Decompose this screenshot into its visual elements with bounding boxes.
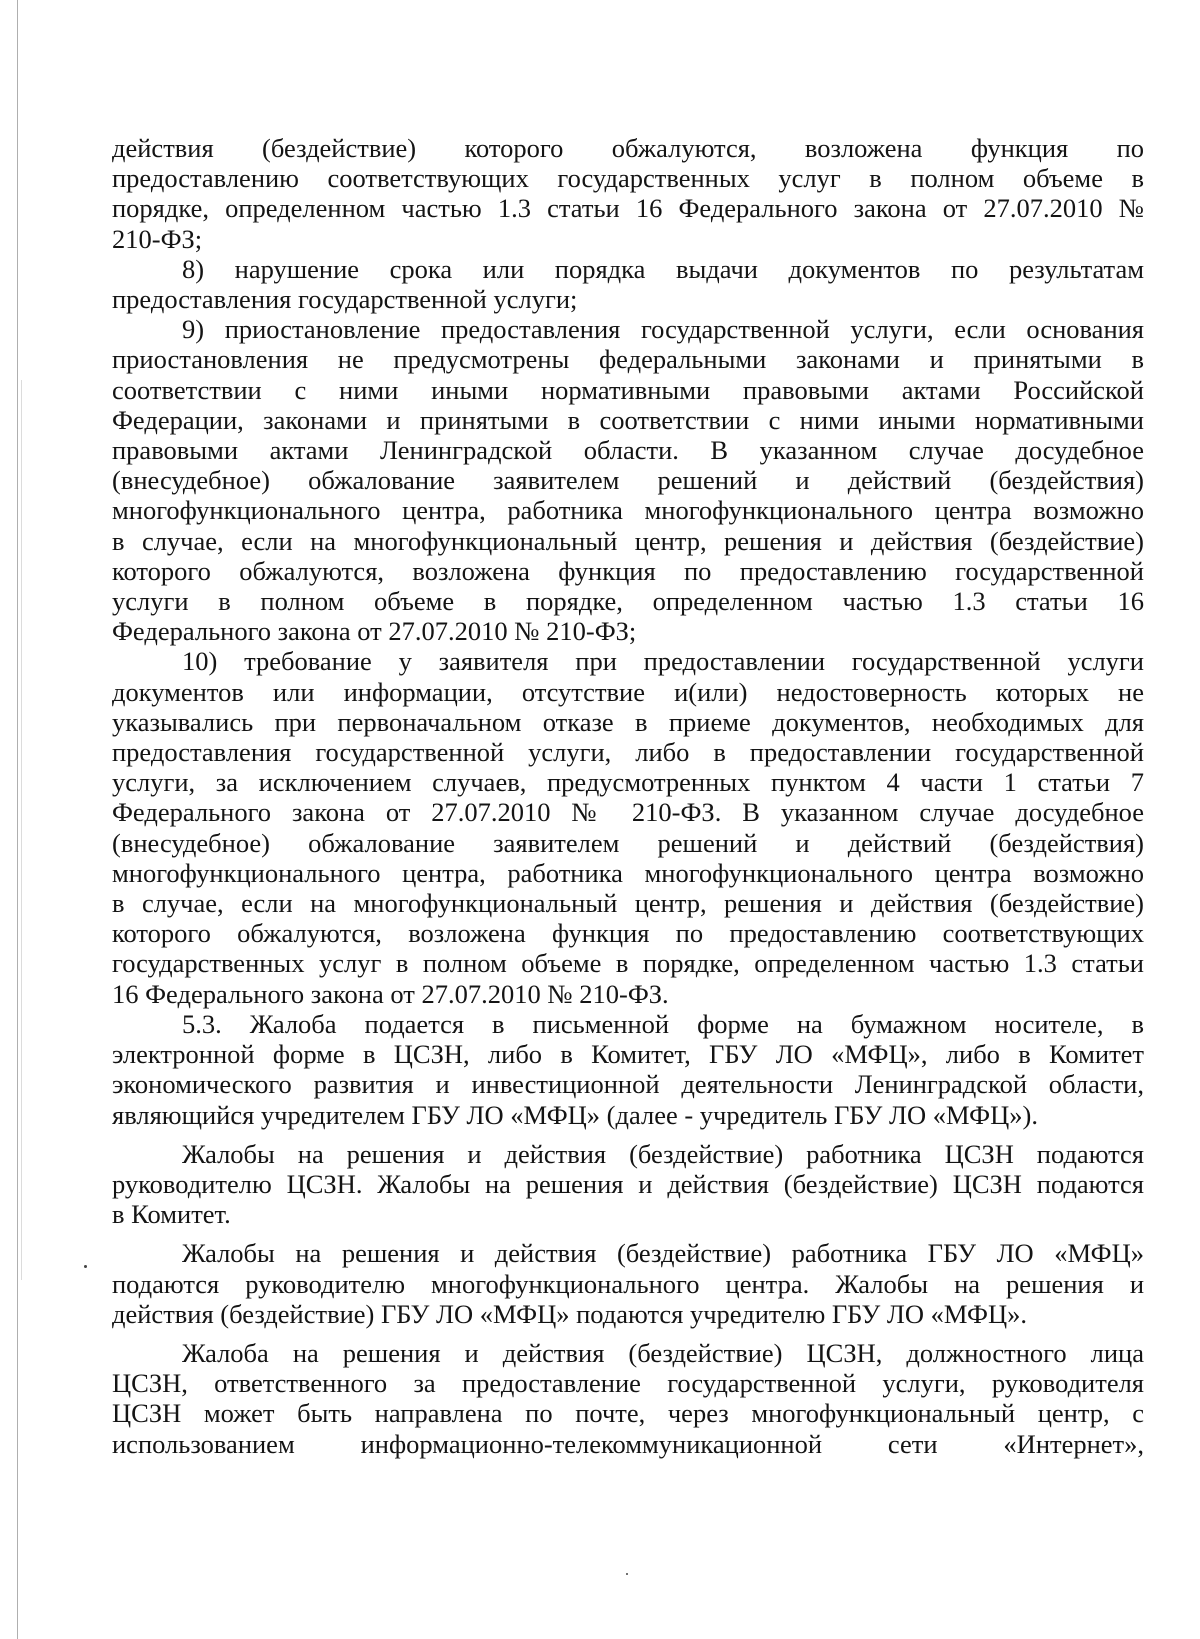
text-line: являющийся учредителем ГБУ ЛО «МФЦ» (далее - учредитель ГБУ ЛО «МФЦ»). [112, 1099, 1038, 1130]
text-line: государственных услуг в полном объеме в порядке, определенном частью 1.3 статьи [112, 948, 1144, 979]
text-line: которого обжалуются, возложена функция по предоставлению соответствующих [112, 918, 1144, 949]
paragraph-p7 [112, 1238, 1144, 1329]
paragraph-p8 [112, 1338, 1144, 1459]
text-line: ЦСЗН может быть направлена по почте, через многофункциональный центр, с [112, 1398, 1144, 1429]
scan-speck [84, 1265, 87, 1268]
scan-speck [626, 1573, 628, 1575]
paragraph-p1 [112, 133, 1144, 254]
text-line: Федерального закона от 27.07.2010 № 210-ФЗ. В указанном случае досудебное [112, 797, 1144, 828]
text-line: электронной форме в ЦСЗН, либо в Комитет, ГБУ ЛО «МФЦ», либо в Комитет [112, 1039, 1144, 1070]
text-line: услуги, за исключением случаев, предусмотренных пунктом 4 части 1 статьи 7 [112, 767, 1144, 798]
text-line: Федерации, законами и принятыми в соответствии с ними иными нормативными [112, 404, 1144, 435]
text-line: Жалоба на решения и действия (бездействие) ЦСЗН, должностного лица [182, 1337, 1144, 1368]
text-line: руководителю ЦСЗН. Жалобы на решения и действия (бездействие) ЦСЗН подаются [112, 1168, 1144, 1199]
text-line: документов или информации, отсутствие и(или) недостоверность которых не [112, 676, 1144, 707]
text-line: 5.3. Жалоба подается в письменной форме на бумажном носителе, в [182, 1008, 1144, 1039]
text-line: 8) нарушение срока или порядка выдачи документов по результатам [182, 253, 1144, 284]
text-line: правовыми актами Ленинградской области. В указанном случае досудебное [112, 435, 1144, 466]
paragraph-p3 [112, 314, 1144, 646]
paragraph-p5 [112, 1009, 1144, 1130]
text-line: предоставлению соответствующих государственных услуг в полном объеме в [112, 163, 1144, 194]
text-line: (внесудебное) обжалование заявителем решений и действий (бездействия) [112, 465, 1144, 496]
text-line: услуги в полном объеме в порядке, определенном частью 1.3 статьи 16 [112, 586, 1144, 617]
text-line: использованием информационно-телекоммуникационной сети «Интернет», [112, 1428, 1144, 1459]
document-page [112, 133, 1144, 1459]
text-line: Жалобы на решения и действия (бездействие) работника ЦСЗН подаются [182, 1138, 1144, 1169]
text-line: в случае, если на многофункциональный центр, решения и действия (бездействие) [112, 888, 1144, 919]
text-line: 210-ФЗ; [112, 223, 203, 254]
paragraph-p2 [112, 254, 1144, 314]
scan-left-edge-line-faint [21, 380, 22, 1280]
text-line: действия (бездействие) ГБУ ЛО «МФЦ» подаются учредителю ГБУ ЛО «МФЦ». [112, 1298, 1028, 1329]
text-line: действия (бездействие) которого обжалуются, возложена функция по [112, 133, 1144, 163]
text-line: которого обжалуются, возложена функция по предоставлению государственной [112, 555, 1144, 586]
text-line: соответствии с ними иными нормативными правовыми актами Российской [112, 374, 1144, 405]
text-line: многофункционального центра, работника многофункционального центра возможно [112, 495, 1144, 526]
text-line: Жалобы на решения и действия (бездействие) работника ГБУ ЛО «МФЦ» [182, 1238, 1144, 1269]
text-line: в случае, если на многофункциональный центр, решения и действия (бездействие) [112, 525, 1144, 556]
text-line: экономического развития и инвестиционной деятельности Ленинградской области, [112, 1069, 1144, 1100]
text-line: 16 Федерального закона от 27.07.2010 № 210-ФЗ. [112, 978, 669, 1009]
text-line: 10) требование у заявителя при предоставлении государственной услуги [182, 646, 1144, 677]
text-line: предоставления государственной услуги, либо в предоставлении государственной [112, 737, 1144, 768]
text-line: ЦСЗН, ответственного за предоставление государственной услуги, руководителя [112, 1368, 1144, 1399]
scan-left-edge-line [17, 0, 18, 1639]
text-line: (внесудебное) обжалование заявителем решений и действий (бездействия) [112, 827, 1144, 858]
text-line: 9) приостановление предоставления государственной услуги, если основания [182, 314, 1144, 345]
paragraph-p4 [112, 646, 1144, 1008]
text-line: в Комитет. [112, 1199, 231, 1230]
text-line: порядке, определенном частью 1.3 статьи 16 Федерального закона от 27.07.2010 № [112, 193, 1144, 224]
text-line: Федерального закона от 27.07.2010 № 210-ФЗ; [112, 616, 637, 647]
text-line: подаются руководителю многофункционального центра. Жалобы на решения и [112, 1268, 1144, 1299]
text-line: предоставления государственной услуги; [112, 284, 578, 315]
text-line: многофункционального центра, работника многофункционального центра возможно [112, 857, 1144, 888]
text-line: указывались при первоначальном отказе в приеме документов, необходимых для [112, 706, 1144, 737]
text-line: приостановления не предусмотрены федеральными законами и принятыми в [112, 344, 1144, 375]
paragraph-p6 [112, 1139, 1144, 1230]
